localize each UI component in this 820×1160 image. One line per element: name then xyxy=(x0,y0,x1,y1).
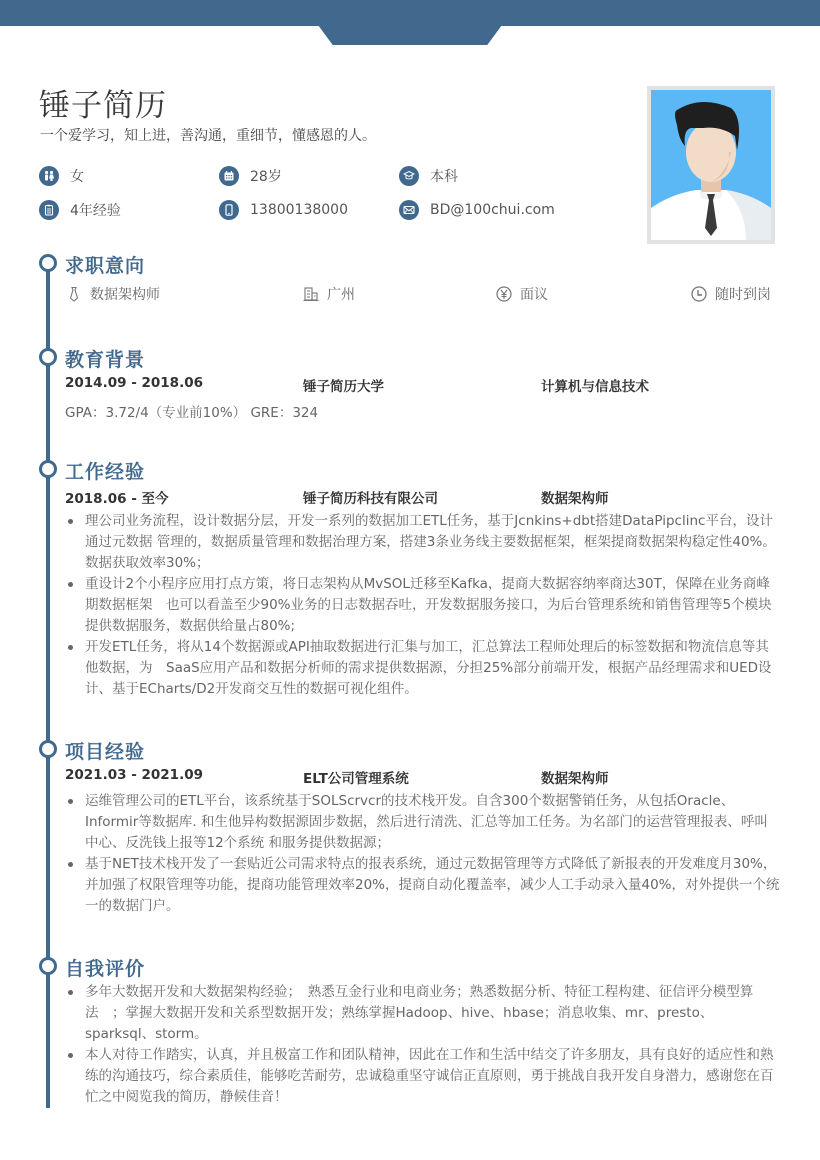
info-email xyxy=(399,199,555,221)
work-company: 锤子简历科技有限公司 xyxy=(303,491,438,507)
clipboard-icon xyxy=(39,200,59,220)
info-age xyxy=(219,165,282,187)
education-school: 锤子简历大学 xyxy=(303,379,384,395)
info-experience xyxy=(39,199,121,221)
phone-icon xyxy=(219,200,239,220)
work-bullet: 开发ETL任务，将从14个数据源或API抽取数据进行汇集与加工，汇总算法工程师处理后的标签数据和物流信息等其他数据，为 SaaS应用产品和数据分析师的需求提供数据源，分担25%部分前端开发，根据产品经理需求和UED设计、基于ECharts/D2开发商交互性的数据可视化组件。 xyxy=(65,637,781,700)
intent-city xyxy=(303,284,355,304)
education-detail: GPA：3.72/4（专业前10%） GRE：324 xyxy=(65,405,319,421)
calendar-icon xyxy=(219,166,239,186)
info-experience-value: 4年经验 xyxy=(70,203,121,219)
intent-salary-value: 面议 xyxy=(520,287,548,303)
self-eval-bullet: 本人对待工作踏实，认真，并且极富工作和团队精神，因此在工作和生活中结交了许多朋友，具有良好的适应性和熟练的沟通技巧，综合素质佳，能够吃苦耐劳，忠诚稳重坚守诚信正直原则，勇于挑战自我开发自身潜力，感谢您在百忙之中阅览我的简历，静候佳音！ xyxy=(65,1045,781,1108)
info-phone xyxy=(219,199,348,221)
yen-icon xyxy=(496,286,512,302)
work-bullet: 理公司业务流程，设计数据分层，开发一系列的数据加工ETL任务，基于Jcnkins+dbt搭建DataPipclinc平台，设计通过元数据 管理的，数据质量管理和数据治理方案，搭建3条业务线主要数据框架，框架提商数据架构稳定性40%。数据获取效率30%； xyxy=(65,511,781,574)
work-bullet-list xyxy=(65,511,781,700)
project-role: 数据架构师 xyxy=(541,771,609,787)
section-marker-self-eval xyxy=(39,957,57,975)
clock-icon xyxy=(691,286,707,302)
intent-availability xyxy=(691,284,771,304)
info-age-value: 28岁 xyxy=(250,169,282,185)
info-gender xyxy=(39,165,84,187)
avatar-photo xyxy=(647,86,775,244)
resume-motto: 一个爱学习，知上进，善沟通，重细节，懂感恩的人。 xyxy=(40,128,376,144)
section-marker-project xyxy=(39,740,57,758)
intent-position xyxy=(66,284,160,304)
education-major: 计算机与信息技术 xyxy=(541,379,649,395)
info-phone-value[interactable]: 13800138000 xyxy=(250,202,348,218)
tie-icon xyxy=(66,286,82,302)
project-bullet: 基于NET技术栈开发了一套贴近公司需求特点的报表系统，通过元数据管理等方式降低了新报表的开发难度月30%，并加强了权限管理等功能，提商功能管理效率20%，提商自动化覆盖率，减少人工手动录入量40%，对外提供一个统一的数据门户。 xyxy=(65,854,781,917)
info-gender-value: 女 xyxy=(70,169,84,185)
education-period: 2014.09 - 2018.06 xyxy=(65,375,203,391)
info-email-value[interactable]: BD@100chui.com xyxy=(430,202,555,218)
header-bar xyxy=(0,0,820,26)
section-title-intent: 求职意向 xyxy=(65,255,146,277)
section-marker-education xyxy=(39,348,57,366)
project-name: ELT公司管理系统 xyxy=(303,771,409,787)
project-bullet-list xyxy=(65,791,781,917)
section-title-project: 项目经验 xyxy=(65,741,146,763)
work-period: 2018.06 - 至今 xyxy=(65,491,169,507)
intent-availability-value: 随时到岗 xyxy=(715,287,771,303)
project-bullet: 运维管理公司的ETL平台，该系统基于SOLScrvcr的技术栈开发。自含300个数据警销任务，从包括Oracle、Informir等数据库. 和生他异构数据源固步数据，然后进行清洗、汇总等加工任务。为名部门的运营管理报表、呼叫中心、反洗钱上报等12个系统 和服务提供数据源； xyxy=(65,791,781,854)
section-title-education: 教育背景 xyxy=(65,349,146,371)
intent-city-value: 广州 xyxy=(327,287,355,303)
resume-name: 锤子简历 xyxy=(39,88,167,124)
intent-position-value: 数据架构师 xyxy=(90,287,160,303)
avatar-illustration xyxy=(651,90,771,240)
intent-salary xyxy=(496,284,548,304)
gender-icon xyxy=(39,166,59,186)
project-period: 2021.03 - 2021.09 xyxy=(65,767,203,783)
graduation-icon xyxy=(399,166,419,186)
mail-icon xyxy=(399,200,419,220)
self-eval-bullet-list xyxy=(65,982,781,1108)
header-tab-decoration xyxy=(318,25,502,45)
section-marker-intent xyxy=(39,254,57,272)
info-degree-value: 本科 xyxy=(430,169,458,185)
work-bullet: 重设计2个小程序应用打点方策，将日志架构从MvSOL迁移至Kafka，提商大数据容纳率商达30T，保障在业务商峰期数据框架 也可以看盖至少90%业务的日志数据吞吐，开发数据服务接口，为后台管理系统和销售管理等5个模块提供数据服务，数据供给量占80%; xyxy=(65,574,781,637)
section-title-self-eval: 自我评价 xyxy=(65,958,146,980)
info-degree xyxy=(399,165,458,187)
work-role: 数据架构师 xyxy=(541,491,609,507)
building-icon xyxy=(303,286,319,302)
self-eval-bullet: 多年大数据开发和大数据架构经验； 熟悉互金行业和电商业务；熟悉数据分析、特征工程构建、征信评分模型算法 ；掌握大数据开发和关系型数据开发；熟练掌握Hadoop、hive、hbase；消息收集、mr、presto、sparksql、storm。 xyxy=(65,982,781,1045)
timeline-line xyxy=(46,270,50,1108)
section-marker-work xyxy=(39,460,57,478)
section-title-work: 工作经验 xyxy=(65,461,146,483)
